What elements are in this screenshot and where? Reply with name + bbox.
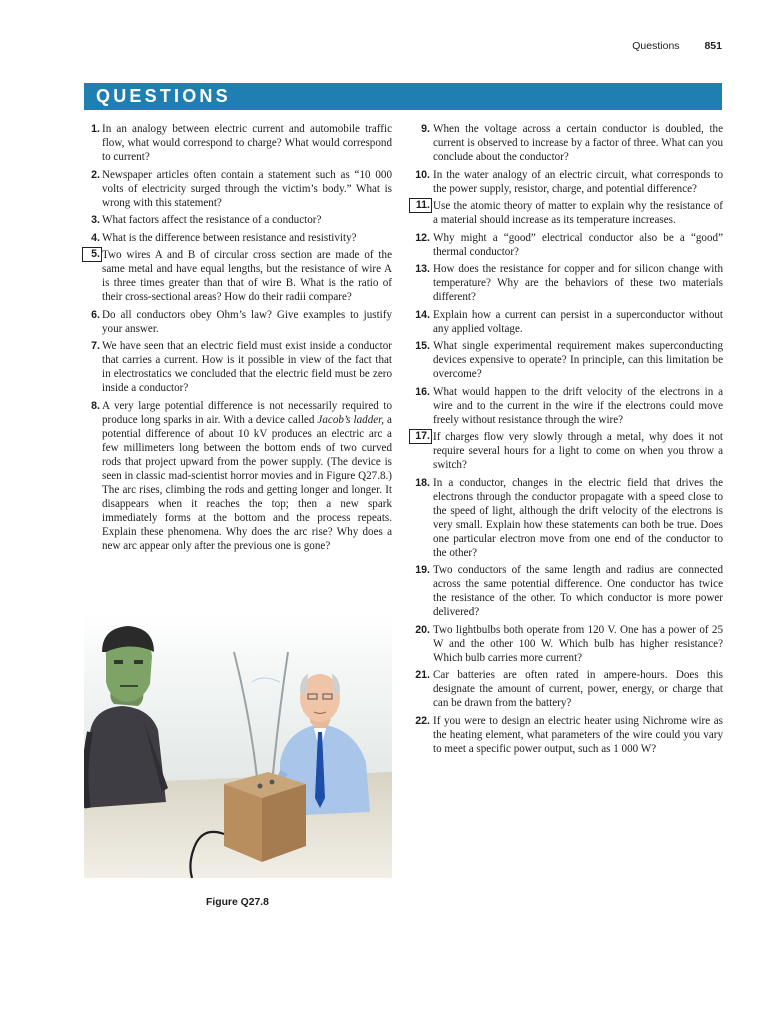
figure-caption: Figure Q27.8 <box>206 897 269 908</box>
question-text: Car batteries are often rated in ampere-hours. Does this designate the amount of current, power, energy, or charge that can be drawn from the battery? <box>433 669 723 709</box>
question-number: 11. <box>409 198 432 213</box>
left-column <box>84 122 392 556</box>
banner-title: QUESTIONS <box>96 86 231 106</box>
running-head-section: Questions <box>632 40 680 52</box>
question-text-part: A very large potential difference is not necessarily required to produce long sparks in air. With a device called <box>102 399 392 426</box>
question-15 <box>411 339 723 381</box>
question-19 <box>411 563 723 619</box>
question-text: We have seen that an electric field must exist inside a conductor that carries a current. How is it possible in view of the fact that in electrostatics we concluded that the electric field must be zero inside a conductor? <box>102 340 392 394</box>
question-number: 16. <box>415 385 430 398</box>
question-11 <box>411 199 723 227</box>
question-number: 7. <box>91 340 100 352</box>
question-9 <box>411 122 723 164</box>
question-number: 8. <box>91 399 100 412</box>
question-13 <box>411 262 723 304</box>
question-text: Explain how a current can persist in a superconductor without any applied voltage. <box>433 308 723 335</box>
question-text: How does the resistance for copper and for silicon change with temperature? Why are the behaviors of these two materials different? <box>433 263 723 303</box>
question-text: Newspaper articles often contain a statement such as “10 000 volts of electricity surged through the victim’s body.” What is wrong with this statement? <box>102 168 392 209</box>
power-supply-box <box>224 772 306 862</box>
question-text: Two lightbulbs both operate from 120 V. One has a power of 25 W and the other 100 W. Which bulb has higher resistance? Which bulb carries more current? <box>433 623 723 664</box>
running-head <box>632 40 722 52</box>
question-8 <box>84 399 392 553</box>
question-number: 17. <box>409 429 432 444</box>
question-4 <box>84 231 392 245</box>
question-number: 13. <box>415 263 430 275</box>
question-6 <box>84 308 392 336</box>
question-10 <box>411 168 723 196</box>
question-2 <box>84 168 392 210</box>
question-text: When the voltage across a certain conductor is doubled, the current is observed to increase by a factor of three. What can you conclude about the conductor? <box>433 123 723 163</box>
question-number: 10. <box>415 168 430 181</box>
question-7 <box>84 339 392 395</box>
question-number: 9. <box>421 123 430 135</box>
question-text: Why might a “good” electrical conductor also be a “good” thermal conductor? <box>433 231 723 258</box>
question-21 <box>411 668 723 710</box>
question-text: Do all conductors obey Ohm’s law? Give examples to justify your answer. <box>102 308 392 335</box>
question-5 <box>84 248 392 304</box>
page-number: 851 <box>704 40 722 52</box>
question-text: Two wires A and B of circular cross section are made of the same metal and have equal lengths, but the resistance of wire A is three times greater than that of wire B. What is the ratio of their cross-sectional areas? How do their radii compare? <box>102 249 392 303</box>
question-text: Use the atomic theory of matter to explain why the resistance of a material should increase as its temperature increases. <box>433 200 723 226</box>
question-number: 18. <box>415 476 430 489</box>
figure-q27-8 <box>84 612 392 878</box>
question-20 <box>411 623 723 665</box>
question-18 <box>411 476 723 560</box>
question-1 <box>84 122 392 164</box>
jacobs-ladder-illustration <box>84 612 392 878</box>
question-text: In a conductor, changes in the electric field that drives the electrons through the conductor propagate with a speed close to the speed of light, although the drift velocity of the electrons is very small. Explain how these statements can both be true. Does one particular electron move from one end of the conductor to the other? <box>433 476 723 559</box>
question-number: 1. <box>91 123 100 135</box>
question-number: 15. <box>415 340 430 352</box>
question-number: 6. <box>91 308 100 321</box>
question-number: 5. <box>82 247 102 262</box>
question-3 <box>84 213 392 227</box>
question-17 <box>411 430 723 472</box>
question-number: 21. <box>415 669 430 681</box>
question-number: 14. <box>415 308 430 321</box>
question-text-part: a potential difference of about 10 kV produces an electric arc a few millimeters long between the bottom ends of two curved rods that project upward from the power supply. (The device is seen in classic mad-scientist horror movies and in Figure Q27.8.) The arc rises, climbing the rods and getting longer and longer. It disappears when it reaches the top; then a new spark immediately forms at the bottom and the process repeats. Explain these phenomena. Why does the arc rise? Why does a new arc appear only after the previous one is gone? <box>102 413 392 552</box>
right-column <box>411 122 723 759</box>
question-text: What factors affect the resistance of a conductor? <box>102 214 322 226</box>
question-text: If charges flow very slowly through a metal, why does it not require several hours for a light to come on when you throw a switch? <box>433 431 723 471</box>
question-text: In the water analogy of an electric circuit, what corresponds to the power supply, resistor, charge, and potential difference? <box>433 168 723 195</box>
question-16 <box>411 385 723 427</box>
question-22 <box>411 714 723 756</box>
question-number: 19. <box>415 564 430 576</box>
question-number: 2. <box>91 168 100 181</box>
question-text: What single experimental requirement makes superconducting devices expensive to operate? In principle, can this limitation be overcome? <box>433 340 723 380</box>
question-text: In an analogy between electric current and automobile traffic flow, what would correspond to charge? What would correspond to current? <box>102 123 392 163</box>
question-text: If you were to design an electric heater using Nichrome wire as the heating element, what parameters of the wire could you vary to meet a specific power output, such as 1 000 W? <box>433 714 723 755</box>
question-text: What is the difference between resistance and resistivity? <box>102 231 357 244</box>
questions-banner <box>84 83 722 110</box>
question-text: What would happen to the drift velocity of the electrons in a wire and to the current in the wire if the electrons could move freely without resistance through the wire? <box>433 385 723 426</box>
question-number: 3. <box>91 214 100 226</box>
question-number: 4. <box>91 231 100 244</box>
question-number: 12. <box>415 231 430 244</box>
question-14 <box>411 308 723 336</box>
question-12 <box>411 231 723 259</box>
question-number: 20. <box>415 623 430 636</box>
question-text: Two conductors of the same length and radius are connected across the same potential difference. One conductor has twice the resistance of the other. To which conductor is more power delivered? <box>433 564 723 618</box>
question-text <box>102 400 392 552</box>
question-text-italic: Jacob’s ladder, <box>317 413 385 426</box>
question-number: 22. <box>415 714 430 727</box>
